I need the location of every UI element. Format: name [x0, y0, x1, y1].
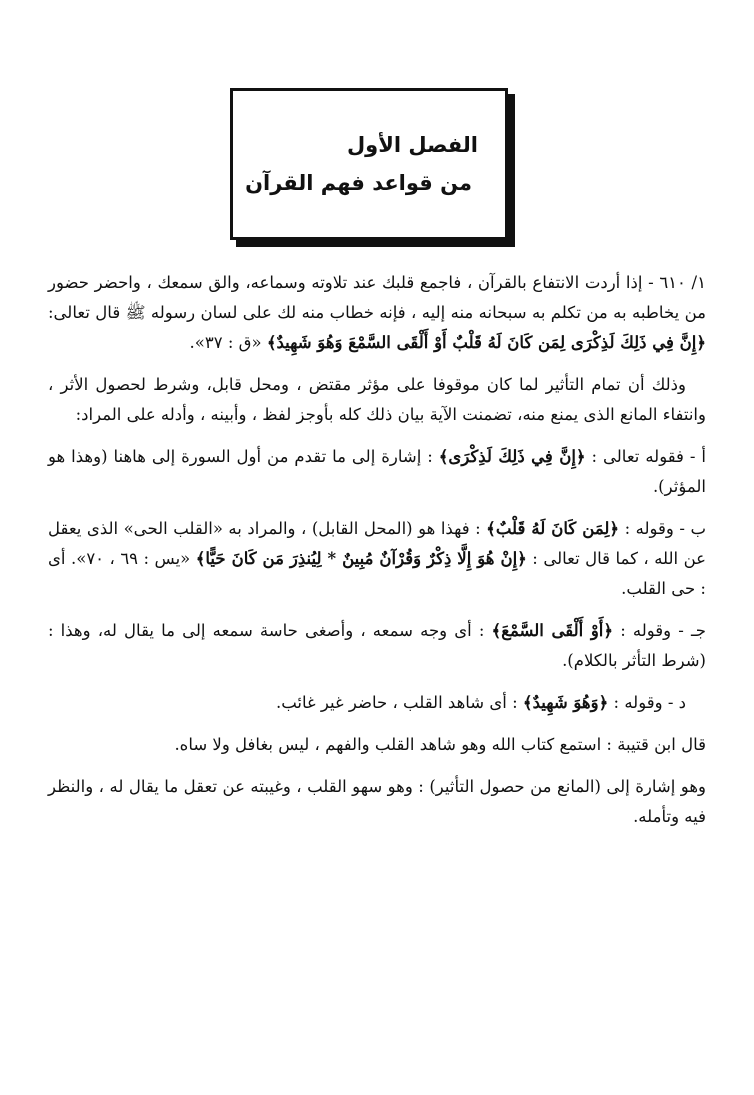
- text-segment: «يس : ٦٩ ، ٧٠». أى : حى القلب.: [48, 549, 706, 598]
- paragraph-dal: [48, 688, 706, 718]
- paragraph-mani: [48, 772, 706, 832]
- text-segment: ب - وقوله :: [619, 519, 706, 538]
- title-box-shadow-right: [508, 94, 515, 247]
- quran-verse: ﴿أَوْ أَلْقَى السَّمْعَ﴾: [491, 621, 614, 640]
- quran-verse: ﴿إِنَّ فِي ذَلِكَ لَذِكْرَى﴾: [438, 447, 586, 466]
- quran-verse: ﴿إِنْ هُوَ إِلَّا ذِكْرٌ وَقُرْآنٌ مُبِينٌ * لِيُنذِرَ مَن كَانَ حَيًّا﴾: [195, 549, 527, 568]
- text-segment: وهو إشارة إلى (المانع من حصول التأثير) : وهو سهو القلب ، وغيبته عن تعقل ما يقال له ، والنظر فيه وتأمله.: [48, 777, 706, 826]
- chapter-body-text: [48, 268, 706, 844]
- title-box-shadow-bottom: [236, 240, 515, 247]
- paragraph-explain: [48, 370, 706, 430]
- text-segment: : إشارة إلى ما تقدم من أول السورة إلى هاهنا (وهذا هو المؤثر).: [48, 447, 706, 496]
- quran-verse: ﴿إِنَّ فِي ذَلِكَ لَذِكْرَى لِمَن كَانَ لَهُ قَلْبٌ أَوْ أَلْقَى السَّمْعَ وَهُوَ شَهِيدٌ﴾: [266, 333, 706, 352]
- quran-verse: ﴿لِمَن كَانَ لَهُ قَلْبٌ﴾: [486, 519, 620, 538]
- paragraph-jim: [48, 616, 706, 676]
- text-segment: : أى شاهد القلب ، حاضر غير غائب.: [275, 693, 523, 712]
- text-segment: : فهذا هو (المحل القابل) ، والمراد به «القلب الحى» الذى يعقل عن الله ، كما قال تعالى :: [48, 519, 706, 568]
- text-segment: أ - فقوله تعالى :: [585, 447, 706, 466]
- quran-verse: ﴿وَهُوَ شَهِيدٌ﴾: [522, 693, 609, 712]
- chapter-title-box: [230, 88, 508, 240]
- chapter-title-line-1: الفصل الأول: [346, 133, 478, 157]
- chapter-title: [245, 126, 478, 202]
- text-segment: : أى وجه سمعه ، وأصغى حاسة سمعه إلى ما يقال له، وهذا : (شرط التأثر بالكلام).: [48, 621, 706, 670]
- paragraph-ba: [48, 514, 706, 604]
- text-segment: د - وقوله :: [608, 693, 686, 712]
- text-segment: وذلك أن تمام التأثير لما كان موقوفا على مؤثر مقتض ، ومحل قابل، وشرط لحصول الأثر ، وانتفاء المانع الذى يمنع منه، تضمنت الآية بيان ذلك كله بأوجز لفظ ، وأبينه ، وأدله على المراد:: [48, 375, 706, 424]
- chapter-title-line-2: من قواعد فهم القرآن: [245, 171, 472, 195]
- paragraph-intro: [48, 268, 706, 358]
- paragraph-qutayba: [48, 730, 706, 760]
- text-segment: «ق : ٣٧».: [189, 333, 267, 352]
- text-segment: ١/ ٦١٠ - إذا أردت الانتفاع بالقرآن ، فاجمع قلبك عند تلاوته وسماعه، والق سمعك ، واحضر حضور من يخاطبه به من تكلم به سبحانه منه إليه ، فإنه خطاب منه لك على لسان رسوله ﷺ قال تعالى:: [48, 273, 706, 322]
- paragraph-alif: [48, 442, 706, 502]
- text-segment: جـ - وقوله :: [613, 621, 706, 640]
- text-segment: قال ابن قتيبة : استمع كتاب الله وهو شاهد القلب والفهم ، ليس بغافل ولا ساه.: [174, 735, 706, 754]
